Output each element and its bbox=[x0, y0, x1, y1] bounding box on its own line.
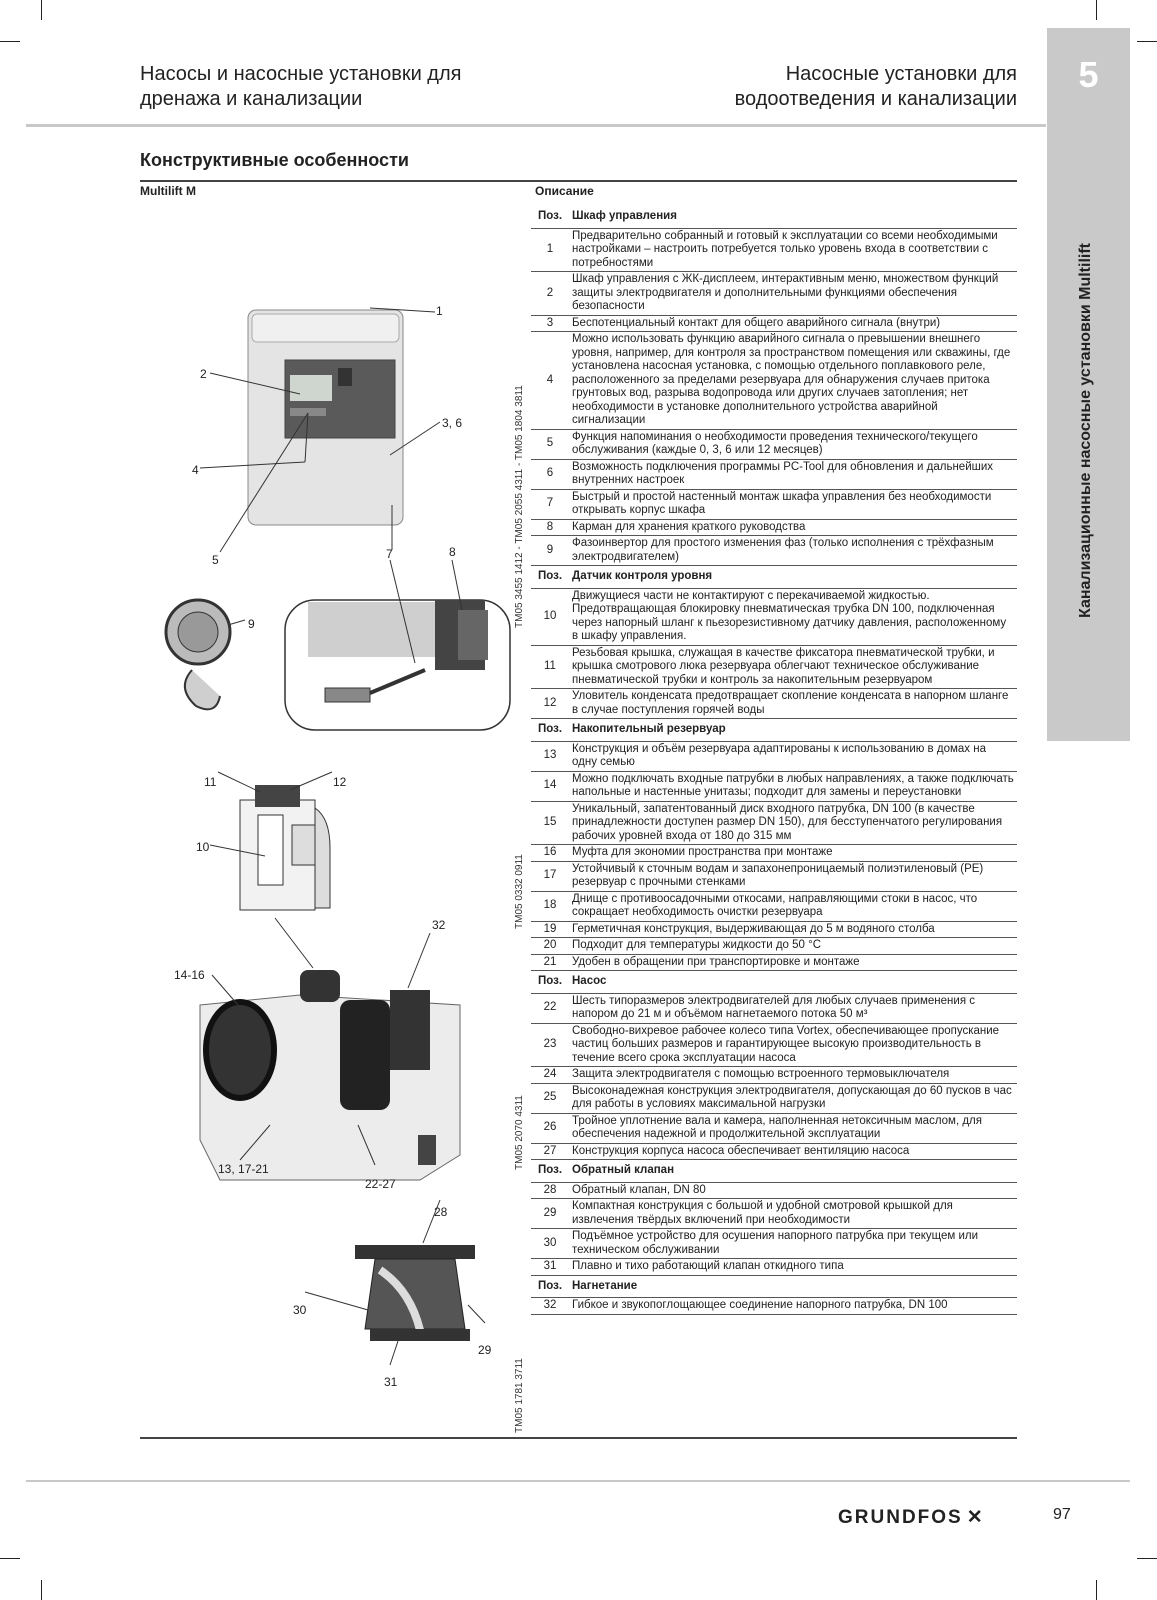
drawing-code: TM05 1781 3711 bbox=[514, 1358, 525, 1433]
feature-row bbox=[531, 645, 1017, 689]
feature-row bbox=[531, 429, 1017, 459]
callout-9: 9 bbox=[248, 617, 255, 631]
tank-pump-drawing bbox=[200, 918, 460, 1180]
content-bottom-rule bbox=[140, 1437, 1017, 1439]
header-rule bbox=[26, 124, 1046, 127]
feature-pos: 27 bbox=[531, 1143, 569, 1160]
feature-pos: 15 bbox=[531, 801, 569, 845]
feature-pos: 24 bbox=[531, 1067, 569, 1084]
feature-pos: 22 bbox=[531, 993, 569, 1023]
feature-row bbox=[531, 689, 1017, 719]
drawing-code: TM05 2070 4311 bbox=[514, 1095, 525, 1170]
feature-row bbox=[531, 1023, 1017, 1067]
feature-row bbox=[531, 489, 1017, 519]
feature-row bbox=[531, 1182, 1017, 1199]
page-number: 97 bbox=[1053, 1506, 1071, 1523]
feature-pos: 10 bbox=[531, 588, 569, 645]
feature-row bbox=[531, 993, 1017, 1023]
callout-13-17-21: 13, 17-21 bbox=[218, 1162, 269, 1176]
callout-4: 4 bbox=[192, 463, 199, 477]
column-header-rule bbox=[140, 180, 1017, 182]
mounting-detail-drawing bbox=[285, 560, 510, 730]
feature-pos: 14 bbox=[531, 771, 569, 801]
callout-31: 31 bbox=[384, 1375, 398, 1389]
callout-7: 7 bbox=[386, 547, 393, 561]
feature-pos: 26 bbox=[531, 1113, 569, 1143]
feature-text: Подъёмное устройство для осушения напорного патрубка при текущем или техническом обслуживании bbox=[569, 1229, 1017, 1259]
side-tab bbox=[1047, 28, 1130, 741]
drawing-code: TM05 0332 0911 bbox=[514, 854, 525, 929]
feature-row bbox=[531, 741, 1017, 771]
feature-pos: 16 bbox=[531, 845, 569, 862]
pos-label: Поз. bbox=[531, 206, 569, 228]
feature-row bbox=[531, 771, 1017, 801]
control-box-drawing bbox=[248, 310, 403, 525]
group-title: Обратный клапан bbox=[569, 1160, 1017, 1183]
callout-11: 11 bbox=[204, 775, 217, 789]
group-title: Шкаф управления bbox=[569, 206, 1017, 228]
group-title: Датчик контроля уровня bbox=[569, 566, 1017, 589]
group-header-row bbox=[531, 971, 1017, 994]
feature-row bbox=[531, 1298, 1017, 1315]
feature-row bbox=[531, 228, 1017, 272]
feature-text: Обратный клапан, DN 80 bbox=[569, 1182, 1017, 1199]
feature-pos: 1 bbox=[531, 228, 569, 272]
check-valve-drawing bbox=[305, 1200, 485, 1365]
crop-mark bbox=[0, 1558, 20, 1559]
header-right: Насосные установки для водоотведения и канализации bbox=[734, 63, 1017, 110]
feature-text: Возможность подключения программы PC-Tool для обновления и дальнейших внутренних настроек bbox=[569, 459, 1017, 489]
feature-pos: 12 bbox=[531, 689, 569, 719]
feature-text: Фазоинвертор для простого изменения фаз (только исполнения с трёхфазным электродвигателем) bbox=[569, 536, 1017, 566]
pos-label: Поз. bbox=[531, 719, 569, 742]
pos-label: Поз. bbox=[531, 971, 569, 994]
feature-table-body bbox=[531, 206, 1017, 1314]
feature-pos: 3 bbox=[531, 315, 569, 332]
header-left: Насосы и насосные установки для дренажа и канализации bbox=[140, 63, 462, 110]
grundfos-mark-icon: ✕ bbox=[966, 1507, 985, 1528]
feature-text: Защита электродвигателя с помощью встроенного термовыключателя bbox=[569, 1067, 1017, 1084]
feature-row bbox=[531, 1083, 1017, 1113]
group-header-row bbox=[531, 1275, 1017, 1298]
feature-pos: 7 bbox=[531, 489, 569, 519]
callout-12: 12 bbox=[333, 775, 347, 789]
feature-text: Свободно-вихревое рабочее колесо типа Vortex, обеспечивающее пропускание частиц больших размеров и гарантирующее высокую производительность в течение всего срока эксплуатации насоса bbox=[569, 1023, 1017, 1067]
feature-row bbox=[531, 938, 1017, 955]
feature-pos: 32 bbox=[531, 1298, 569, 1315]
column-product: Multilift M bbox=[140, 184, 196, 198]
callout-32: 32 bbox=[432, 918, 446, 932]
feature-pos: 2 bbox=[531, 272, 569, 316]
crop-mark bbox=[41, 0, 42, 20]
feature-text: Компактная конструкция с большой и удобной смотровой крышкой для извлечения твёрдых включений при необходимости bbox=[569, 1199, 1017, 1229]
feature-row bbox=[531, 921, 1017, 938]
feature-row bbox=[531, 1143, 1017, 1160]
feature-text: Уловитель конденсата предотвращает скопление конденсата в напорном шланге в случае поступления горячей воды bbox=[569, 689, 1017, 719]
crop-mark bbox=[1096, 0, 1097, 20]
feature-pos: 6 bbox=[531, 459, 569, 489]
feature-pos: 4 bbox=[531, 332, 569, 430]
feature-text: Высоконадежная конструкция электродвигателя, допускающая до 60 пусков в час для работы в условиях максимальной нагрузки bbox=[569, 1083, 1017, 1113]
feature-text: Резьбовая крышка, служащая в качестве фиксатора пневматической трубки, и крышка смотрового люка резервуара облегчают техническое обслуживание пневматической трубки и контроль за накопительным резервуаром bbox=[569, 645, 1017, 689]
feature-text: Можно использовать функцию аварийного сигнала о превышении внешнего уровня, например, для контроля за пространством помещения или скважины, где установлена насосная установка, с помощью отдельного поплавкового реле, расположенного за пределами резервуара для обнаружения случаев притока грунтовых вод, разрыва водопровода или других случаев затопления; нет необходимости в установке дополнительного устройства аварийной сигнализации bbox=[569, 332, 1017, 430]
feature-row bbox=[531, 1259, 1017, 1276]
feature-pos: 28 bbox=[531, 1182, 569, 1199]
feature-pos: 30 bbox=[531, 1229, 569, 1259]
feature-text: Функция напоминания о необходимости проведения технического/текущего обслуживания (каждые 0, 3, 6 или 12 месяцев) bbox=[569, 429, 1017, 459]
feature-text: Движущиеся части не контактируют с перекачиваемой жидкостью. Предотвращающая блокировку пневматическая трубка DN 100, подключенная через напорный шланг к пьезорезистивному датчику давления, расположенному в шкафу управления. bbox=[569, 588, 1017, 645]
drawing-code: TM05 3455 1412 - TM05 2055 4311 - TM05 1804 3811 bbox=[514, 385, 525, 628]
feature-row bbox=[531, 1229, 1017, 1259]
group-header-row bbox=[531, 719, 1017, 742]
feature-pos: 11 bbox=[531, 645, 569, 689]
feature-text: Карман для хранения краткого руководства bbox=[569, 519, 1017, 536]
feature-pos: 13 bbox=[531, 741, 569, 771]
phase-inverter-drawing bbox=[166, 600, 245, 709]
feature-text: Уникальный, запатентованный диск входного патрубка, DN 100 (в качестве принадлежности доступен размер DN 150), для бесступенчатого регулирования рабочих уровней входа от 180 до 315 мм bbox=[569, 801, 1017, 845]
crop-mark bbox=[0, 41, 20, 42]
footer-rule bbox=[26, 1480, 1130, 1482]
callout-3-6: 3, 6 bbox=[442, 416, 463, 430]
pos-label: Поз. bbox=[531, 1275, 569, 1298]
section-title: Конструктивные особенности bbox=[140, 150, 409, 170]
feature-row bbox=[531, 272, 1017, 316]
feature-row bbox=[531, 332, 1017, 430]
feature-text: Шкаф управления с ЖК-дисплеем, интерактивным меню, множеством функций защиты электродвигателя и дополнительными функциями обеспечения безопасности bbox=[569, 272, 1017, 316]
feature-pos: 31 bbox=[531, 1259, 569, 1276]
callout-5: 5 bbox=[212, 553, 219, 567]
feature-row bbox=[531, 1199, 1017, 1229]
feature-text: Предварительно собранный и готовый к эксплуатации со всеми необходимыми настройками – настроить потребуется только уровень входа в соответствии с потребностями bbox=[569, 228, 1017, 272]
feature-row bbox=[531, 459, 1017, 489]
feature-pos: 8 bbox=[531, 519, 569, 536]
feature-row bbox=[531, 954, 1017, 971]
feature-text: Муфта для экономии пространства при монтаже bbox=[569, 845, 1017, 862]
section-number: 5 bbox=[1078, 54, 1099, 95]
feature-text: Плавно и тихо работающий клапан откидного типа bbox=[569, 1259, 1017, 1276]
pos-label: Поз. bbox=[531, 566, 569, 589]
feature-text: Устойчивый к сточным водам и запахонепроницаемый полиэтиленовый (PE) резервуар с прочными стенками bbox=[569, 861, 1017, 891]
feature-row bbox=[531, 536, 1017, 566]
group-header-row bbox=[531, 1160, 1017, 1183]
feature-row bbox=[531, 1113, 1017, 1143]
feature-row bbox=[531, 1067, 1017, 1084]
feature-row bbox=[531, 519, 1017, 536]
feature-text: Быстрый и простой настенный монтаж шкафа управления без необходимости открывать корпус шкафа bbox=[569, 489, 1017, 519]
feature-pos: 17 bbox=[531, 861, 569, 891]
grundfos-logo: GRUNDFOS ✕ bbox=[838, 1507, 985, 1528]
level-sensor-drawing bbox=[210, 772, 332, 910]
callout-22-27: 22-27 bbox=[365, 1177, 396, 1191]
feature-text: Конструкция корпуса насоса обеспечивает вентиляцию насоса bbox=[569, 1143, 1017, 1160]
feature-pos: 20 bbox=[531, 938, 569, 955]
feature-row bbox=[531, 861, 1017, 891]
callout-1: 1 bbox=[436, 304, 443, 318]
feature-pos: 19 bbox=[531, 921, 569, 938]
callout-14-16: 14-16 bbox=[174, 968, 205, 982]
feature-row bbox=[531, 801, 1017, 845]
group-title: Нагнетание bbox=[569, 1275, 1017, 1298]
feature-row bbox=[531, 845, 1017, 862]
callout-2: 2 bbox=[200, 367, 207, 381]
feature-row bbox=[531, 315, 1017, 332]
feature-pos: 23 bbox=[531, 1023, 569, 1067]
feature-pos: 21 bbox=[531, 954, 569, 971]
feature-pos: 18 bbox=[531, 891, 569, 921]
side-tab-label: Канализационные насосные установки Multilift bbox=[1077, 243, 1094, 618]
crop-mark bbox=[1096, 1580, 1097, 1600]
feature-text: Герметичная конструкция, выдерживающая до 5 м водяного столба bbox=[569, 921, 1017, 938]
feature-pos: 5 bbox=[531, 429, 569, 459]
callout-28: 28 bbox=[434, 1205, 448, 1219]
feature-text: Беспотенциальный контакт для общего аварийного сигнала (внутри) bbox=[569, 315, 1017, 332]
crop-mark bbox=[1137, 41, 1157, 42]
product-illustrations bbox=[140, 200, 515, 1430]
callout-8: 8 bbox=[449, 545, 456, 559]
feature-text: Гибкое и звукопоглощающее соединение напорного патрубка, DN 100 bbox=[569, 1298, 1017, 1315]
group-header-row bbox=[531, 206, 1017, 228]
group-title: Накопительный резервуар bbox=[569, 719, 1017, 742]
feature-pos: 29 bbox=[531, 1199, 569, 1229]
feature-text: Днище с противоосадочными откосами, направляющими стоки в насос, что сокращает необходимость очистки резервуара bbox=[569, 891, 1017, 921]
feature-text: Удобен в обращении при транспортировке и монтаже bbox=[569, 954, 1017, 971]
crop-mark bbox=[1137, 1558, 1157, 1559]
feature-text: Можно подключать входные патрубки в любых направлениях, а также подключать напольные и настенные унитазы; подходит для замены и переустановки bbox=[569, 771, 1017, 801]
callout-10: 10 bbox=[196, 840, 210, 854]
pos-label: Поз. bbox=[531, 1160, 569, 1183]
feature-table bbox=[531, 206, 1017, 1315]
column-description: Описание bbox=[535, 184, 594, 198]
feature-pos: 25 bbox=[531, 1083, 569, 1113]
feature-row bbox=[531, 891, 1017, 921]
feature-row bbox=[531, 588, 1017, 645]
callout-30: 30 bbox=[293, 1303, 307, 1317]
feature-text: Тройное уплотнение вала и камера, наполненная нетоксичным маслом, для обеспечения надежной и продолжительной эксплуатации bbox=[569, 1113, 1017, 1143]
feature-text: Подходит для температуры жидкости до 50 °C bbox=[569, 938, 1017, 955]
feature-text: Конструкция и объём резервуара адаптированы к использованию в домах на одну семью bbox=[569, 741, 1017, 771]
crop-mark bbox=[41, 1580, 42, 1600]
feature-text: Шесть типоразмеров электродвигателей для любых случаев применения с напором до 21 м и объёмом нагнетаемого потока 50 м³ bbox=[569, 993, 1017, 1023]
feature-pos: 9 bbox=[531, 536, 569, 566]
callout-29: 29 bbox=[478, 1343, 492, 1357]
group-header-row bbox=[531, 566, 1017, 589]
group-title: Насос bbox=[569, 971, 1017, 994]
